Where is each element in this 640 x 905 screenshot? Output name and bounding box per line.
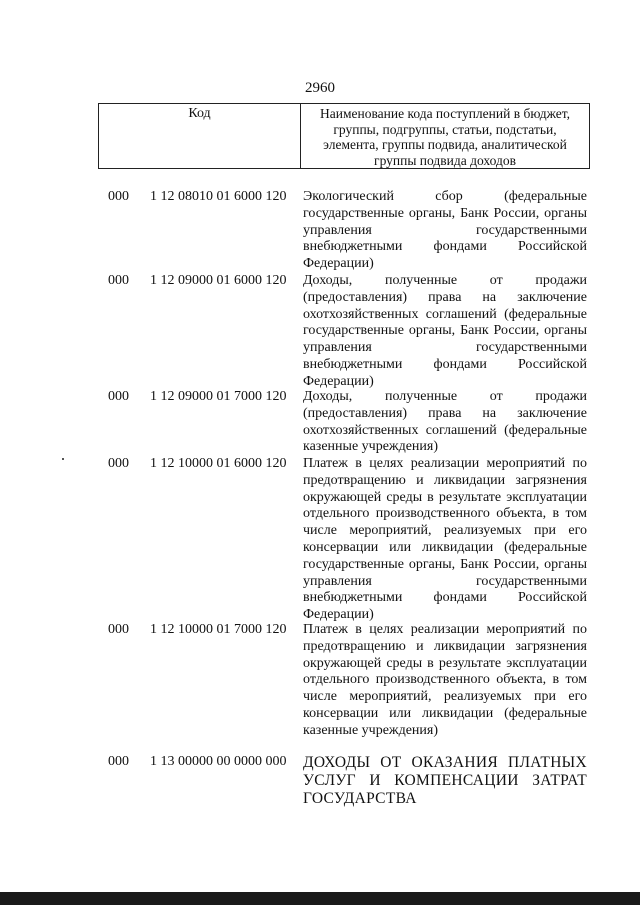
income-code: 1 12 09000 01 6000 120 (150, 273, 287, 288)
header-code-label: Код (99, 104, 301, 168)
scan-edge-bar (0, 892, 640, 905)
income-name: Доходы, полученные от продажи (предоставления) права на заключение охотхозяйственных соглашений (федеральные государственные органы, Банк России, органы управления государственными внебюджетными фондами Российской Федерации) (303, 273, 587, 389)
income-name: Доходы, полученные от продажи (предоставления) права на заключение охотхозяйственных соглашений (федеральные казенные учреждения) (303, 389, 587, 455)
income-code: 1 12 09000 01 7000 120 (150, 389, 287, 404)
admin-code: 000 (108, 389, 129, 404)
header-name-label: Наименование кода поступлений в бюджет, группы, подгруппы, статьи, подстатьи, элемента, группы подвида, аналитической группы подвида доходов (319, 106, 570, 168)
table-header (98, 103, 590, 169)
income-name: Платеж в целях реализации мероприятий по предотвращению и ликвидации загрязнения окружающей среды в результате эксплуатации отдельного производственного объекта, в том числе мероприятий, реализуемых при его консервации или ликвидации (федеральные казенные учреждения) (303, 622, 587, 738)
page-number: 2960 (305, 80, 335, 96)
income-name: ДОХОДЫ ОТ ОКАЗАНИЯ ПЛАТНЫХ УСЛУГ И КОМПЕНСАЦИИ ЗАТРАТ ГОСУДАРСТВА (303, 754, 587, 807)
income-code: 1 12 10000 01 6000 120 (150, 456, 287, 471)
income-name: Платеж в целях реализации мероприятий по предотвращению и ликвидации загрязнения окружающей среды в результате эксплуатации отдельного производственного объекта, в том числе мероприятий, реализуемых при его консервации или ликвидации (федеральные государственные органы, Банк России, органы управления государственными внебюджетными фондами Российской Федерации) (303, 456, 587, 623)
admin-code: 000 (108, 189, 129, 204)
income-code: 1 12 08010 01 6000 120 (150, 189, 287, 204)
admin-code: 000 (108, 273, 129, 288)
income-code: 1 13 00000 00 0000 000 (150, 754, 287, 769)
admin-code: 000 (108, 456, 129, 471)
income-name: Экологический сбор (федеральные государственные органы, Банк России, органы управления государственными внебюджетными фондами Российской Федерации) (303, 189, 587, 272)
scan-speck (62, 458, 64, 460)
admin-code: 000 (108, 622, 129, 637)
admin-code: 000 (108, 754, 129, 769)
income-code: 1 12 10000 01 7000 120 (150, 622, 287, 637)
